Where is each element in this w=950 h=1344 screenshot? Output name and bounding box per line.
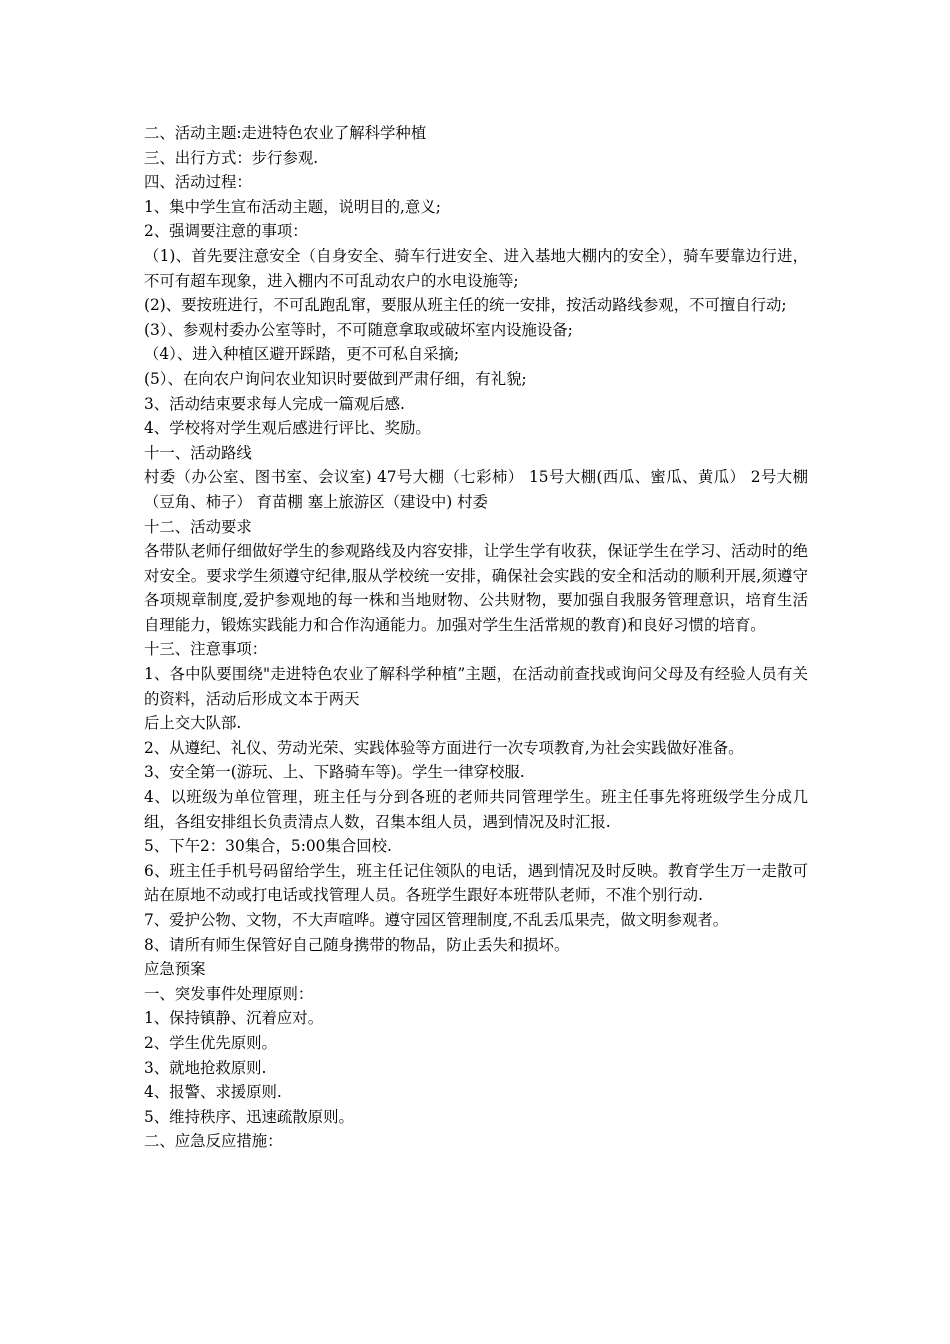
paragraph: 四、活动过程： (144, 173, 252, 192)
section-heading: 十一、活动路线 (144, 443, 252, 462)
paragraph: （4）、进入种植区避开踩踏，更不可私自采摘; (144, 345, 460, 364)
section-heading: 应急预案 (144, 960, 206, 979)
section-heading: 十二、活动要求 (144, 517, 252, 536)
paragraph: 4、学校将对学生观后感进行评比、奖励。 (144, 419, 431, 438)
section-heading: 二、应急反应措施： (144, 1132, 283, 1151)
paragraph: 5、下午2：30集合，5:00集合回校. (144, 837, 392, 856)
paragraph: 1、保持镇静、沉着应对。 (144, 1009, 324, 1028)
paragraph: （1)、首先要注意安全（自身安全、骑车行进安全、进入基地大棚内的安全），骑车要靠边行进，不可有超车现象，进入棚内不可乱动农户的水电设施等; (144, 246, 808, 290)
document-body (144, 121, 808, 1154)
paragraph: 4、以班级为单位管理，班主任与分到各班的老师共同管理学生。班主任事先将班级学生分成几组，各组安排组长负责清点人数，召集本组人员，遇到情况及时汇报. (144, 788, 808, 831)
paragraph: 2、学生优先原则。 (144, 1033, 277, 1052)
paragraph: 后上交大队部. (144, 714, 242, 733)
section-heading: 一、突发事件处理原则： (144, 984, 314, 1003)
paragraph: 2、从遵纪、礼仪、劳动光荣、实践体验等方面进行一次专项教育,为社会实践做好准备。 (144, 738, 744, 757)
paragraph: (3）、参观村委办公室等时，不可随意拿取或破坏室内设施设备; (144, 320, 573, 339)
paragraph: 1、各中队要围绕"走进特色农业了解科学种植”主题，在活动前查找或询问父母及有经验人员有关的资料，活动后形成文本于两天 (144, 665, 808, 708)
paragraph: (5）、在向农户询问农业知识时要做到严肃仔细，有礼貌; (144, 369, 527, 388)
paragraph: 8、请所有师生保管好自己随身携带的物品，防止丢失和损坏。 (144, 935, 570, 954)
paragraph: 二、活动主题:走进特色农业了解科学种植 (144, 124, 427, 142)
section-heading: 十三、注意事项： (144, 640, 268, 659)
paragraph: 6、班主任手机号码留给学生，班主任记住领队的电话，遇到情况及时反映。教育学生万一走散可站在原地不动或打电话或找管理人员。各班学生跟好本班带队老师，不准个别行动. (144, 861, 808, 905)
paragraph: 5、维持秩序、迅速疏散原则。 (144, 1107, 354, 1126)
paragraph: 各带队老师仔细做好学生的参观路线及内容安排，让学生学有收获，保证学生在学习、活动时的绝对安全。要求学生须遵守纪律,服从学校统一安排，确保社会实践的安全和活动的顺利开展,须遵守各项规章制度,爱护参观地的每一株和当地财物、公共财物，要加强自我服务管理意识，培育生活自理能力，锻炼实践能力和合作沟通能力。加强对学生生活常规的教育)和良好习惯的培育。 (144, 542, 808, 634)
paragraph: 3、活动结束要求每人完成一篇观后感. (144, 394, 405, 413)
paragraph: 7、爱护公物、文物，不大声喧哗。遵守园区管理制度,不乱丢瓜果壳，做文明参观者。 (144, 911, 729, 929)
paragraph: 2、强调要注意的事项： (144, 222, 308, 241)
paragraph: (2)、要按班进行，不可乱跑乱窜，要服从班主任的统一安排，按活动路线参观，不可擅自行动; (144, 296, 787, 315)
paragraph: 村委（办公室、图书室、会议室) 47号大棚（七彩柿） 15号大棚(西瓜、蜜瓜、黄瓜） 2号大棚（豆角、柿子） 育苗棚 塞上旅游区（建设中) 村委 (144, 468, 808, 511)
paragraph: 3、安全第一(游玩、上、下路骑车等)。学生一律穿校服. (144, 763, 525, 782)
paragraph: 4、报警、求援原则. (144, 1083, 282, 1102)
paragraph: 3、就地抢救原则. (144, 1058, 267, 1077)
paragraph: 1、集中学生宣布活动主题，说明目的,意义; (144, 197, 441, 216)
paragraph: 三、出行方式：步行参观. (144, 148, 319, 167)
